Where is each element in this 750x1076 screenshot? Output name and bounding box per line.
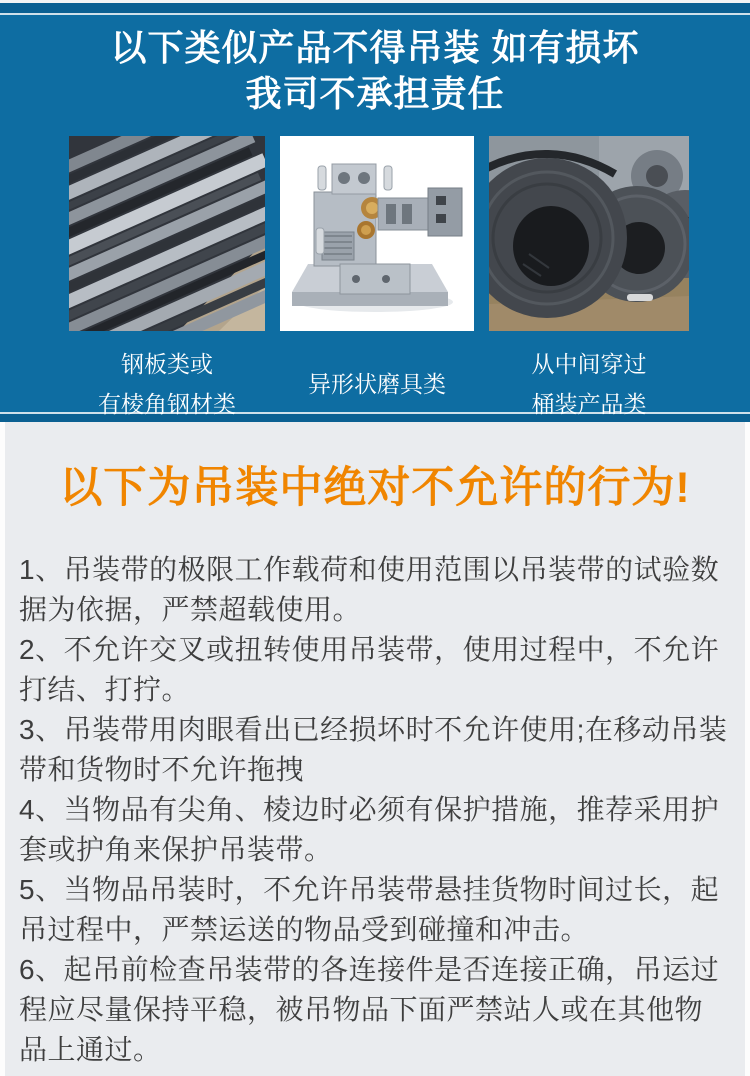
stacked-steel-plates-photo bbox=[69, 136, 265, 331]
photo-caption-steel-plates bbox=[69, 344, 265, 424]
caption-line: 桶装产品类 bbox=[531, 391, 647, 417]
photo-row bbox=[0, 136, 750, 331]
caption-row bbox=[0, 344, 750, 424]
caption-line: 有棱角钢材类 bbox=[98, 391, 236, 417]
rule-item: 2、不允许交叉或扭转使用吊装带，使用过程中，不允许打结、打拧。 bbox=[19, 634, 720, 705]
banner-title bbox=[0, 15, 750, 117]
photo-caption-coils bbox=[489, 344, 689, 424]
banner-title-line2: 我司不承担责任 bbox=[245, 73, 505, 114]
caption-line: 钢板类或 bbox=[121, 351, 213, 377]
caption-line: 异形状磨具类 bbox=[308, 371, 446, 397]
banner-title-line1: 以下类似产品不得吊装 如有损坏 bbox=[110, 27, 640, 68]
forbidden-products-banner bbox=[0, 0, 750, 422]
rule-item: 3、吊装带用肉眼看出已经损坏时不允许使用;在移动吊装带和货物时不允许拖拽 bbox=[19, 714, 728, 785]
photo-caption-mold bbox=[280, 344, 474, 424]
rules-title: 以下为吊装中绝对不允许的行为! bbox=[59, 464, 691, 512]
banner-top-band bbox=[0, 3, 750, 15]
rule-item: 6、起吊前检查吊装带的各连接件是否连接正确，吊运过程应尽量保持平稳，被吊物品下面严禁站人或在其他物品上通过。 bbox=[19, 954, 720, 1065]
banner-body bbox=[0, 15, 750, 417]
rule-item: 5、当物品吊装时，不允许吊装带悬挂货物时间过长，起吊过程中，严禁运送的物品受到碰撞和冲击。 bbox=[19, 874, 720, 945]
rule-item: 4、当物品有尖角、棱边时必须有保护措施，推荐采用护套或护角来保护吊装带。 bbox=[19, 794, 720, 865]
forbidden-actions-section bbox=[5, 422, 745, 1076]
caption-line: 从中间穿过 bbox=[531, 351, 647, 377]
rules-list bbox=[5, 550, 745, 1070]
irregular-mold-photo bbox=[280, 136, 474, 331]
rule-item: 1、吊装带的极限工作载荷和使用范围以吊装带的试验数据为依据，严禁超载使用。 bbox=[19, 554, 720, 625]
steel-coils-photo bbox=[489, 136, 689, 331]
